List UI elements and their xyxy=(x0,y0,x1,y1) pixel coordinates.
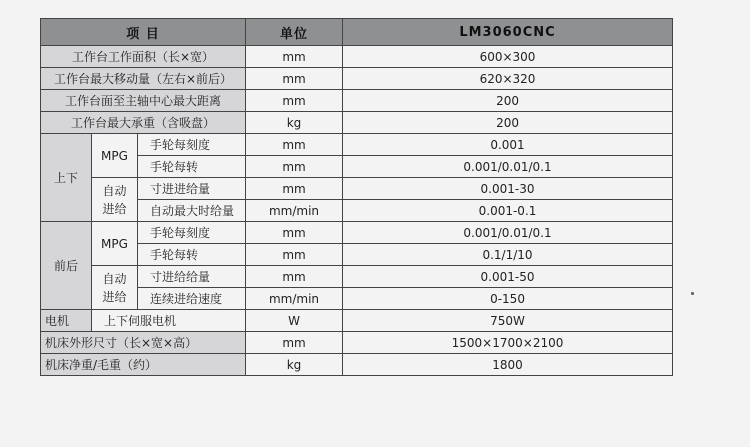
row-label: 手轮每转 xyxy=(138,156,246,178)
table-row xyxy=(41,222,673,244)
row-label: 机床外形尺寸（长×宽×高） xyxy=(41,332,246,354)
header-unit: 单位 xyxy=(246,19,343,46)
row-unit: kg xyxy=(246,112,343,134)
row-value: 1500×1700×2100 xyxy=(343,332,673,354)
header-model: LM3060CNC xyxy=(343,19,673,46)
row-value: 1800 xyxy=(343,354,673,376)
row-label: 工作台面至主轴中心最大距离 xyxy=(41,90,246,112)
row-unit: mm xyxy=(246,68,343,90)
row-value: 0.001 xyxy=(343,134,673,156)
table-row xyxy=(41,266,673,288)
row-value: 0.001/0.01/0.1 xyxy=(343,156,673,178)
row-unit: mm xyxy=(246,46,343,68)
table-row xyxy=(41,46,673,68)
row-value: 0.001/0.01/0.1 xyxy=(343,222,673,244)
row-label: 工作台最大移动量（左右×前后） xyxy=(41,68,246,90)
row-label: 手轮每刻度 xyxy=(138,222,246,244)
row-value: 0.001-30 xyxy=(343,178,673,200)
motor-label: 电机 xyxy=(41,310,92,332)
row-unit: mm xyxy=(246,178,343,200)
table-row xyxy=(41,178,673,200)
row-unit: mm xyxy=(246,222,343,244)
group-label-frontback: 前后 xyxy=(41,222,92,310)
row-unit: kg xyxy=(246,354,343,376)
row-unit: W xyxy=(246,310,343,332)
mpg-label: MPG xyxy=(92,222,138,266)
scan-speck xyxy=(691,292,694,295)
row-label: 机床净重/毛重（约） xyxy=(41,354,246,376)
row-unit: mm xyxy=(246,266,343,288)
row-label: 寸进给给量 xyxy=(138,266,246,288)
header-item: 项 目 xyxy=(41,19,246,46)
row-label: 手轮每转 xyxy=(138,244,246,266)
table-row xyxy=(41,68,673,90)
row-label: 自动最大时给量 xyxy=(138,200,246,222)
row-unit: mm xyxy=(246,244,343,266)
spec-table xyxy=(40,18,673,376)
table-row xyxy=(41,310,673,332)
auto-feed-label xyxy=(92,178,138,222)
table-header-row xyxy=(41,19,673,46)
table-row xyxy=(41,90,673,112)
table-row xyxy=(41,112,673,134)
row-value: 620×320 xyxy=(343,68,673,90)
row-label: 寸进进给量 xyxy=(138,178,246,200)
row-value: 0.001-0.1 xyxy=(343,200,673,222)
row-value: 200 xyxy=(343,90,673,112)
row-unit: mm xyxy=(246,90,343,112)
row-value: 200 xyxy=(343,112,673,134)
auto-feed-line2: 进给 xyxy=(102,201,127,216)
table-row xyxy=(41,332,673,354)
auto-feed-label xyxy=(92,266,138,310)
row-label: 工作台最大承重（含吸盘） xyxy=(41,112,246,134)
auto-feed-line2: 进给 xyxy=(102,289,127,304)
row-value: 0.001-50 xyxy=(343,266,673,288)
row-value: 0-150 xyxy=(343,288,673,310)
table-row xyxy=(41,354,673,376)
row-unit: mm/min xyxy=(246,288,343,310)
motor-sub-label: 上下伺服电机 xyxy=(92,310,246,332)
row-label: 手轮每刻度 xyxy=(138,134,246,156)
row-value: 600×300 xyxy=(343,46,673,68)
row-unit: mm xyxy=(246,134,343,156)
auto-feed-line1: 自动 xyxy=(102,271,127,286)
row-value: 750W xyxy=(343,310,673,332)
mpg-label: MPG xyxy=(92,134,138,178)
row-label: 连续进给速度 xyxy=(138,288,246,310)
row-unit: mm xyxy=(246,332,343,354)
auto-feed-line1: 自动 xyxy=(102,183,127,198)
row-value: 0.1/1/10 xyxy=(343,244,673,266)
table-row xyxy=(41,134,673,156)
spec-table-container xyxy=(40,18,672,376)
row-label: 工作台工作面积（长×宽） xyxy=(41,46,246,68)
row-unit: mm/min xyxy=(246,200,343,222)
group-label-updown: 上下 xyxy=(41,134,92,222)
row-unit: mm xyxy=(246,156,343,178)
